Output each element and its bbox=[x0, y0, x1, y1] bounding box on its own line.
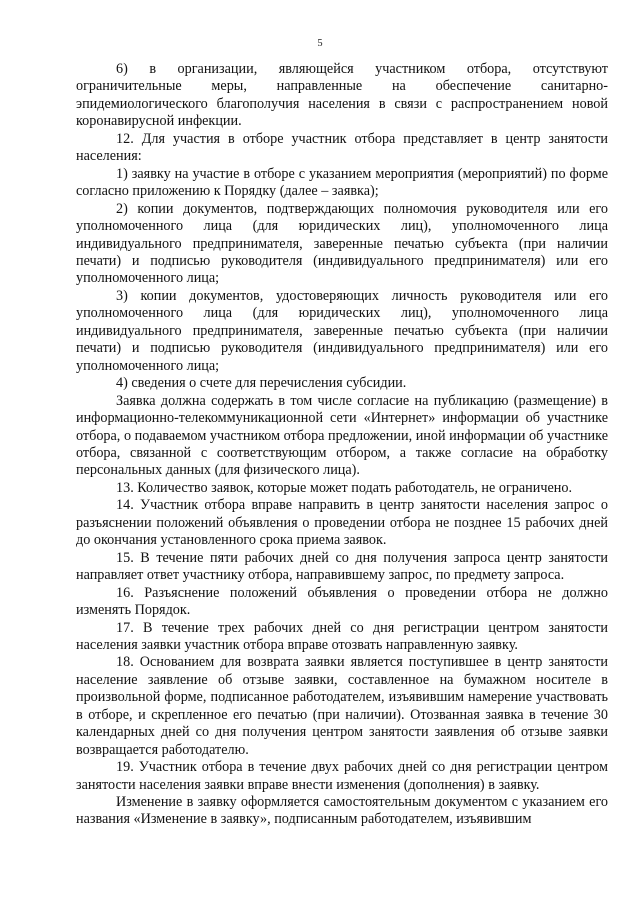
paragraph-12: 12. Для участия в отборе участник отбора представляет в центр занятости населения: bbox=[76, 130, 608, 165]
paragraph-consent: Заявка должна содержать в том числе согласие на публикацию (размещение) в информационно-телекоммуникационной сети «Интернет» информации об участнике отбора, о подаваемом участником отбора предложении, иной информации об участнике отбора, связанной с соответствующим отбором, а также согласие на обработку персональных данных (для физического лица). bbox=[76, 392, 608, 479]
paragraph-16: 16. Разъяснение положений объявления о проведении отбора не должно изменять Порядок. bbox=[76, 584, 608, 619]
document-body bbox=[76, 61, 608, 829]
paragraph-6-restrictions: 6) в организации, являющейся участником отбора, отсутствуют ограничительные меры, направленные на обеспечение санитарно-эпидемиологического благополучия населения в связи с распространением новой коронавирусной инфекции. bbox=[76, 61, 608, 130]
paragraph-15: 15. В течение пяти рабочих дней со дня получения запроса центр занятости направляет ответ участнику отбора, направившему запрос, по предмету запроса. bbox=[76, 549, 608, 584]
paragraph-13: 13. Количество заявок, которые может подать работодатель, не ограничено. bbox=[116, 479, 573, 496]
list-item-3-identity-docs: 3) копии документов, удостоверяющих личность руководителя или его уполномоченного лица (для юридических лиц), уполномоченного лица индивидуального предпринимателя, заверенные печатью субъекта (при наличии печати) и подписью руководителя (индивидуального предпринимателя) или его уполномоченного лица; bbox=[76, 287, 608, 374]
list-item-1-application: 1) заявку на участие в отборе с указанием мероприятия (мероприятий) по форме согласно приложению к Порядку (далее – заявка); bbox=[76, 165, 608, 200]
list-item-4-account-info: 4) сведения о счете для перечисления субсидии. bbox=[116, 375, 407, 392]
paragraph-amendment: Изменение в заявку оформляется самостоятельным документом с указанием его названия «Изменение в заявку», подписанным работодателем, изъявившим bbox=[76, 794, 608, 828]
paragraph-17: 17. В течение трех рабочих дней со дня регистрации центром занятости населения заявки участник отбора вправе отозвать направленную заявку. bbox=[76, 619, 608, 653]
page-number: 5 bbox=[317, 38, 323, 49]
paragraph-14: 14. Участник отбора вправе направить в центр занятости населения запрос о разъяснении положений объявления о проведении отбора не позднее 15 рабочих дней до окончания установленного срока приема заявок. bbox=[76, 497, 608, 549]
list-item-2-authority-docs: 2) копии документов, подтверждающих полномочия руководителя или его уполномоченного лица (для юридических лиц), уполномоченного лица индивидуального предпринимателя, заверенные печатью субъекта (при наличии печати) и подписью руководителя (индивидуального предпринимателя) или его уполномоченного лица; bbox=[76, 200, 608, 287]
paragraph-19: 19. Участник отбора в течение двух рабочих дней со дня регистрации центром занятости населения заявки вправе внести изменения (дополнения) в заявку. bbox=[76, 759, 608, 793]
paragraph-18: 18. Основанием для возврата заявки является поступившее в центр занятости население заявление об отзыве заявки, составленное на бумажном носителе в произвольной форме, подписанное работодателем, изъявившим намерение участвовать в отборе, и скрепленное его печатью (при наличии). Отозванная заявка в течение 30 календарных дней со дня получения центром занятости заявления об отзыве заявки возвращается работодателю. bbox=[76, 654, 608, 758]
